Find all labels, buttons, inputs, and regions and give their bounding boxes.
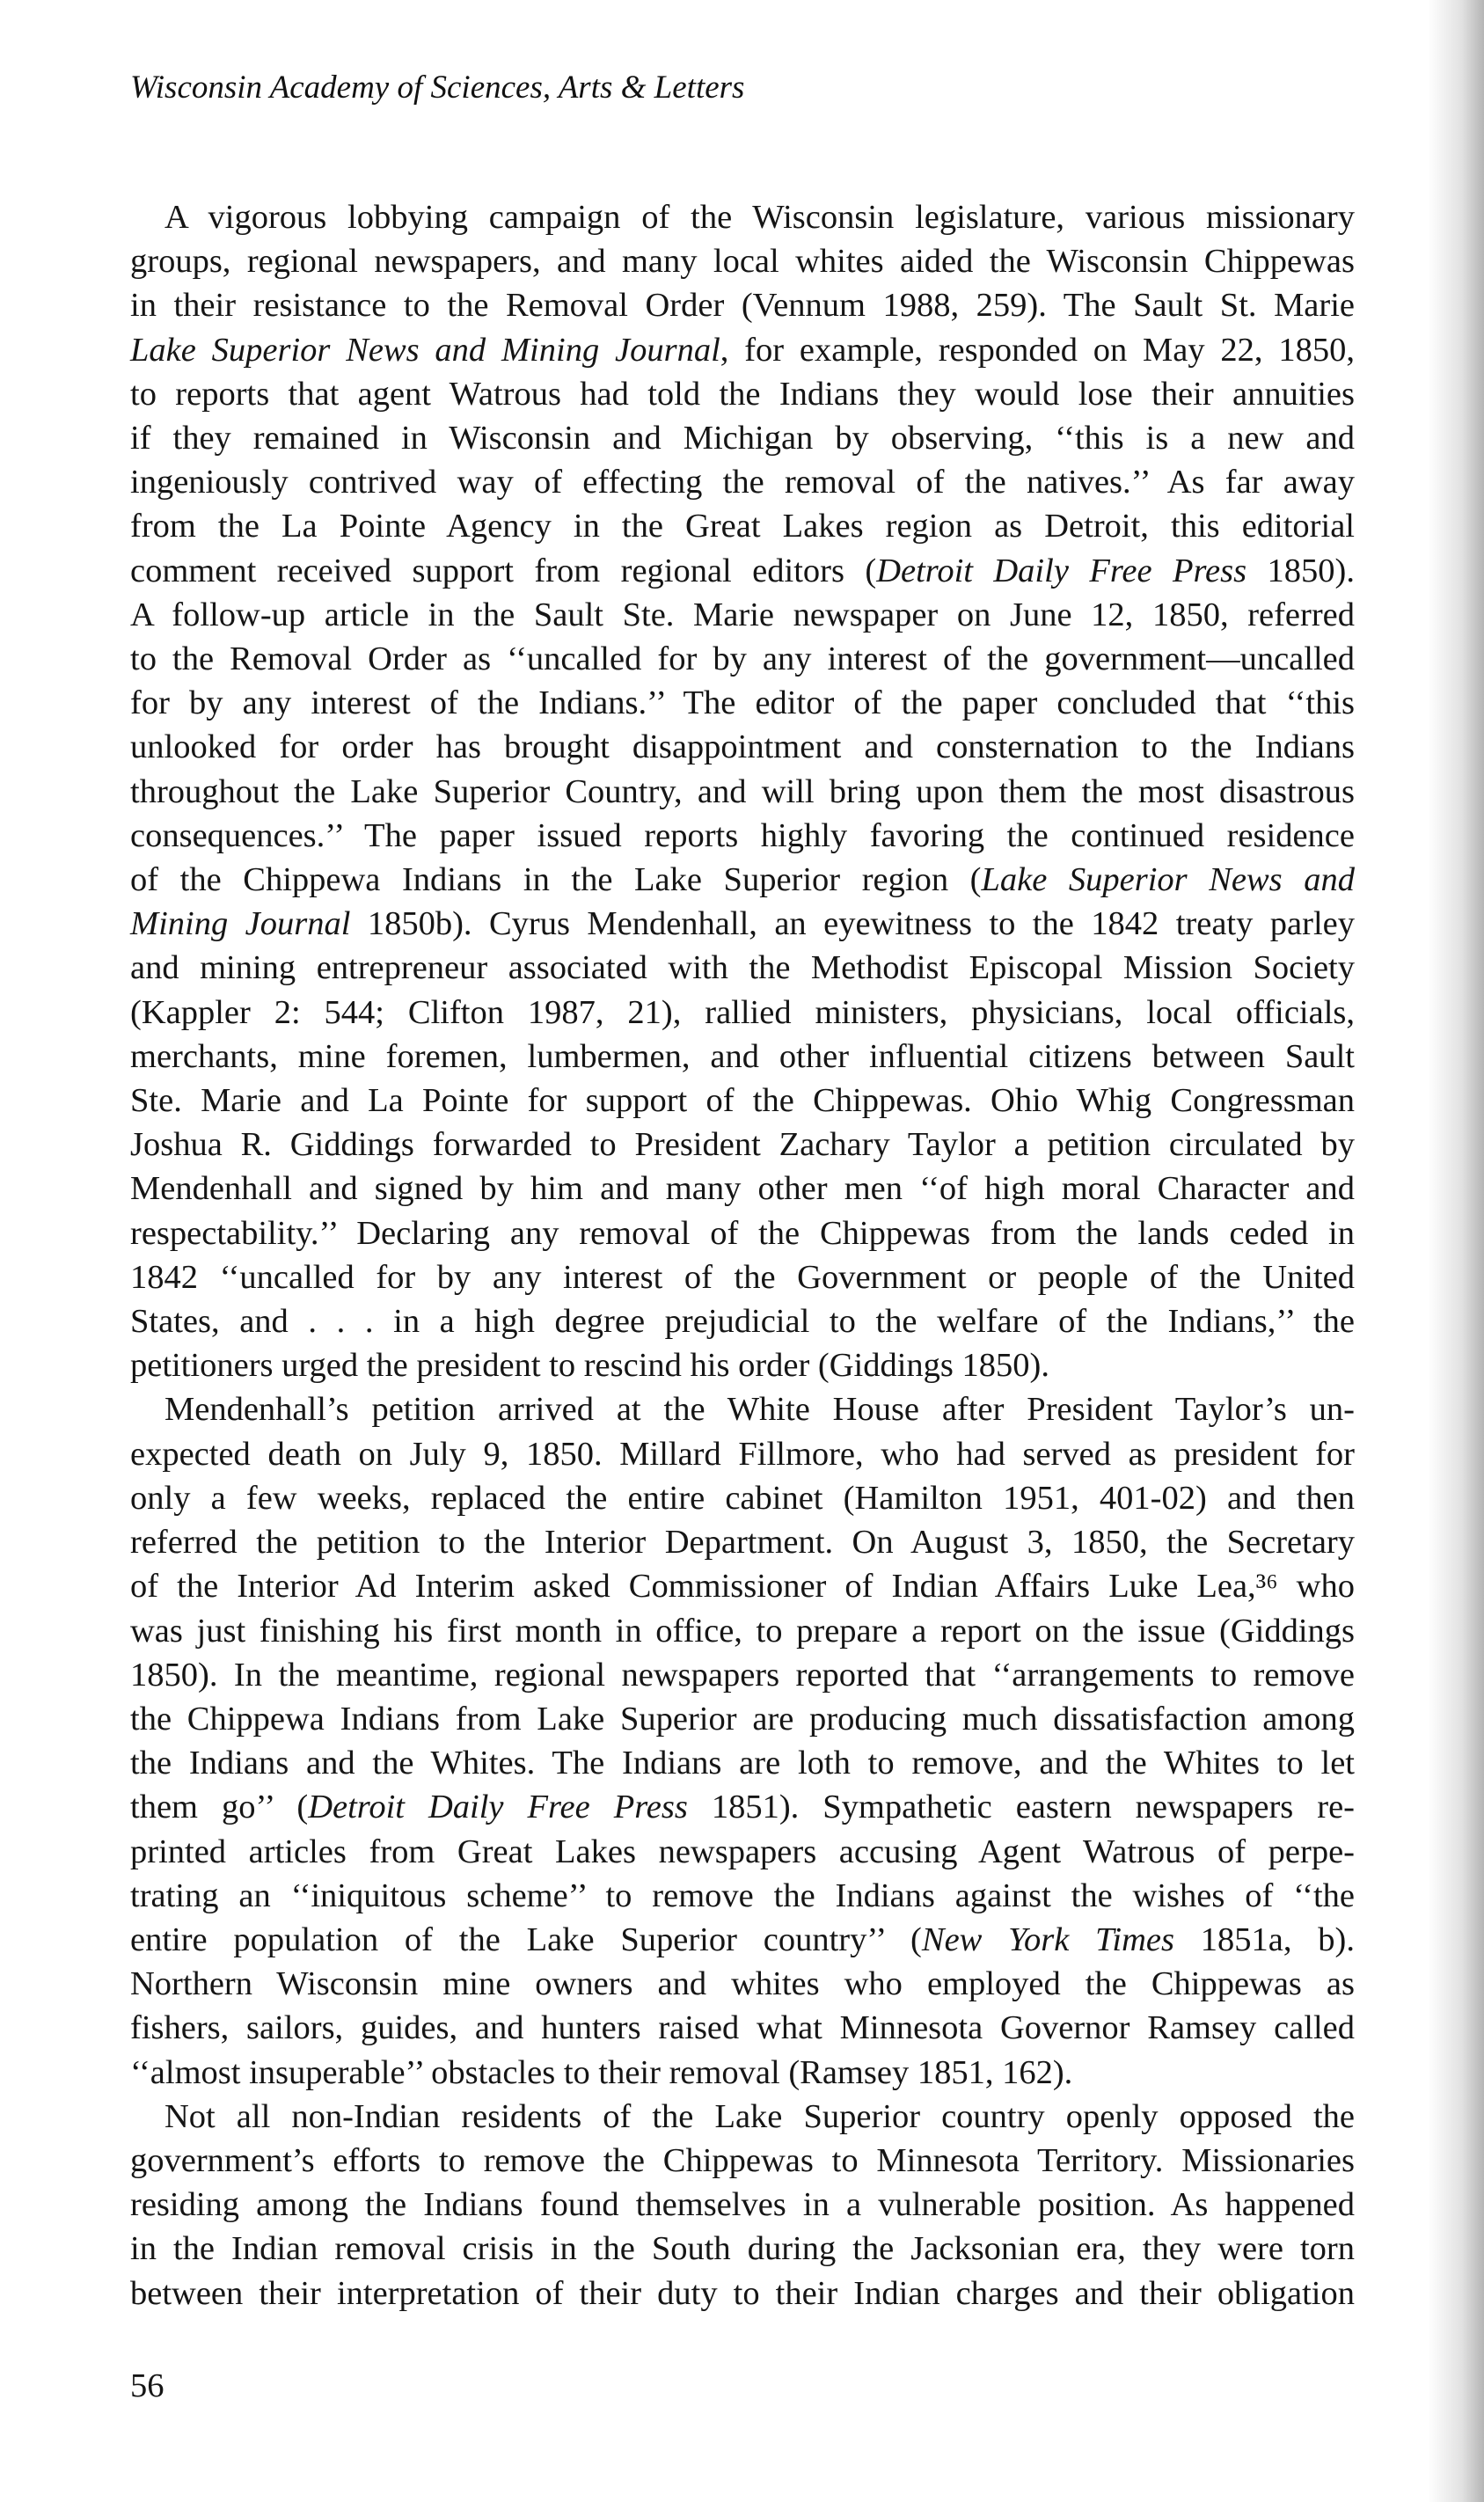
text-line: merchants, mine foremen, lumbermen, and other influential citizens between Sault (130, 1037, 1355, 1075)
text-line: expected death on July 9, 1850. Millard Fillmore, who had served as president for (130, 1435, 1355, 1473)
text-line: referred the petition to the Interior Department. On August 3, 1850, the Secretary (130, 1524, 1355, 1562)
paragraph (130, 1387, 1355, 2094)
text-line: Joshua R. Giddings forwarded to President Zachary Taylor a petition circulated by (130, 1126, 1355, 1164)
paragraph (130, 195, 1355, 1387)
text-line: the Chippewa Indians from Lake Superior are producing much dissatisfaction among (130, 1700, 1355, 1738)
text-line: 1842 ‘‘uncalled for by any interest of the Government or people of the United (130, 1258, 1355, 1296)
text-line: ingeniously contrived way of effecting the removal of the natives.’’ As far away (130, 464, 1355, 501)
text-line: to reports that agent Watrous had told the Indians they would lose their annuities (130, 375, 1355, 413)
text-line: from the La Pointe Agency in the Great Lakes region as Detroit, this editorial (130, 508, 1355, 545)
text-line: in their resistance to the Removal Order (Vennum 1988, 259). The Sault St. Marie (130, 287, 1355, 325)
text-line: and mining entrepreneur associated with the Methodist Episcopal Mission Society (130, 949, 1355, 987)
text-line: A vigorous lobbying campaign of the Wisconsin legislature, various missionary (164, 199, 1355, 236)
text-line: fishers, sailors, guides, and hunters raised what Minnesota Governor Ramsey called (130, 2009, 1355, 2047)
text-line: was just finishing his first month in office, to prepare a report on the issue (Giddings (130, 1612, 1355, 1650)
text-line: of the Interior Ad Interim asked Commissioner of Indian Affairs Luke Lea,³⁶ who (130, 1568, 1355, 1606)
text-line: if they remained in Wisconsin and Michigan by observing, ‘‘this is a new and (130, 420, 1355, 457)
text-line: for by any interest of the Indians.’’ The editor of the paper concluded that ‘‘this (130, 684, 1355, 722)
text-line: Mining Journal 1850b). Cyrus Mendenhall, an eyewitness to the 1842 treaty parley (130, 905, 1355, 943)
text-line: residing among the Indians found themselves in a vulnerable position. As happened (130, 2186, 1355, 2224)
text-line: the Indians and the Whites. The Indians are loth to remove, and the Whites to let (130, 1745, 1355, 1782)
paragraph (130, 2095, 1355, 2315)
text-line: to the Removal Order as ‘‘uncalled for by any interest of the government—uncalled (130, 640, 1355, 678)
text-line: 1850). In the meantime, regional newspapers reported that ‘‘arrangements to remove (130, 1656, 1355, 1694)
text-line: Lake Superior News and Mining Journal, for example, responded on May 22, 1850, (130, 331, 1355, 369)
text-line: printed articles from Great Lakes newspapers accusing Agent Watrous of perpe- (130, 1833, 1355, 1870)
text-line: throughout the Lake Superior Country, and will bring upon them the most disastrous (130, 772, 1355, 810)
text-line: States, and . . . in a high degree prejudicial to the welfare of the Indians,’’ the (130, 1303, 1355, 1341)
text-line: trating an ‘‘iniquitous scheme’’ to remove the Indians against the wishes of ‘‘the (130, 1876, 1355, 1914)
text-line: only a few weeks, replaced the entire cabinet (Hamilton 1951, 401-02) and then (130, 1479, 1355, 1517)
text-line: them go’’ (Detroit Daily Free Press 1851). Sympathetic eastern newspapers re- (130, 1789, 1355, 1826)
text-line: comment received support from regional editors (Detroit Daily Free Press 1850). (130, 552, 1355, 589)
text-line: government’s efforts to remove the Chippewas to Minnesota Territory. Missionaries (130, 2141, 1355, 2179)
text-line: between their interpretation of their duty to their Indian charges and their obligation (130, 2274, 1355, 2312)
text-line: Ste. Marie and La Pointe for support of the Chippewas. Ohio Whig Congressman (130, 1082, 1355, 1120)
text-line: entire population of the Lake Superior country’’ (New York Times 1851a, b). (130, 1920, 1355, 1958)
running-head: Wisconsin Academy of Sciences, Arts & Letters (130, 70, 745, 106)
text-line: in the Indian removal crisis in the South during the Jacksonian era, they were torn (130, 2230, 1355, 2268)
text-line: Mendenhall’s petition arrived at the White House after President Taylor’s un- (164, 1391, 1355, 1429)
text-line: Mendenhall and signed by him and many other men ‘‘of high moral Character and (130, 1170, 1355, 1208)
text-line: groups, regional newspapers, and many local whites aided the Wisconsin Chippewas (130, 243, 1355, 281)
text-line: unlooked for order has brought disappointment and consternation to the Indians (130, 728, 1355, 766)
text-line: Not all non-Indian residents of the Lake Superior country openly opposed the (164, 2097, 1355, 2135)
text-line: A follow-up article in the Sault Ste. Marie newspaper on June 12, 1850, referred (130, 596, 1355, 633)
text-line: Northern Wisconsin mine owners and whites who employed the Chippewas as (130, 1965, 1355, 2003)
text-line: (Kappler 2: 544; Clifton 1987, 21), rallied ministers, physicians, local officials, (130, 993, 1355, 1031)
text-line: petitioners urged the president to rescind his order (Giddings 1850). (130, 1347, 1049, 1385)
text-line: consequences.’’ The paper issued reports highly favoring the continued residence (130, 816, 1355, 854)
page-edge-shadow (1428, 0, 1484, 2502)
article-body (130, 195, 1355, 2315)
text-line: ‘‘almost insuperable’’ obstacles to their removal (Ramsey 1851, 162). (130, 2053, 1073, 2091)
page-number: 56 (130, 2367, 164, 2404)
text-line: respectability.’’ Declaring any removal of the Chippewas from the lands ceded in (130, 1214, 1355, 1252)
text-line: of the Chippewa Indians in the Lake Superior region (Lake Superior News and (130, 861, 1355, 899)
